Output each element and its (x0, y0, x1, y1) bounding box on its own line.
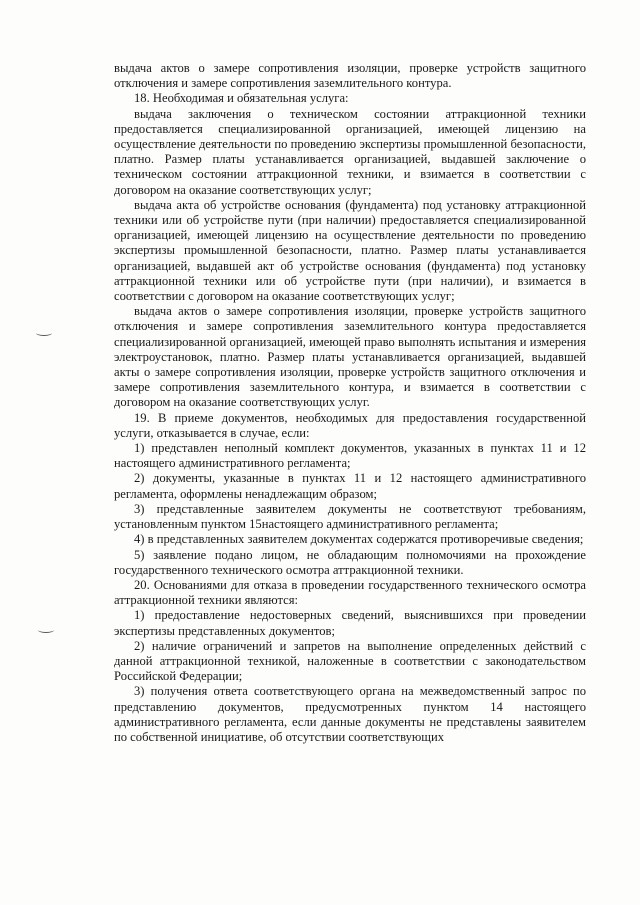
list-item: 3) получения ответа соответствующего органа на межведомственный запрос по представлению документов, предусмотренных пунктом 14 настоящего административного регламента, если данные документы не представлены заявителем по собственной инициативе, об отсутствии соответствующих (114, 684, 586, 744)
paragraph-item-19: 19. В приеме документов, необходимых для предоставления государственной услуги, отказывается в случае, если: (114, 410, 586, 440)
paragraph-item-18: 18. Необходимая и обязательная услуга: (134, 91, 349, 106)
paragraph-item-20: 20. Основаниями для отказа в проведении государственного технического осмотра аттракционной техники являются: (114, 577, 586, 608)
paragraph-continuation: выдача актов о замере сопротивления изоляции, проверке устройств защитного отключения и замере сопротивления заземлительного контура. (114, 61, 586, 91)
list-item: 1) предоставление недостоверных сведений, выяснившихся при проведении экспертизы представленных документов; (114, 608, 586, 638)
list-item: 2) наличие ограничений и запретов на выполнение определенных действий с данной аттракционной техникой, наложенные в соответствии с законодательством Российской Федерации; (114, 638, 586, 684)
margin-pencil-mark (38, 627, 54, 633)
document-body (114, 61, 586, 745)
list-item: 1) представлен неполный комплект документов, указанных в пунктах 11 и 12 настоящего административного регламента; (114, 441, 586, 471)
margin-pencil-mark (36, 330, 52, 336)
list-item: 5) заявление подано лицом, не обладающим полномочиями на прохождение государственного технического осмотра аттракционной техники. (114, 547, 586, 577)
paragraph: выдача акта об устройстве основания (фундамента) под установку аттракционной техники или об устройстве пути (при наличии) предоставляется специализированной организацией, имеющей лицензию на осуществление деятельности по проведению экспертизы промышленной безопасности, платно. Размер платы устанавливается организацией, выдавшей акт об устройстве основания (фундамента) под установку аттракционной техники или об устройстве пути (при наличии), и взимается в соответствии с договором на оказание соответствующих услуг; (114, 197, 586, 304)
paragraph: выдача заключения о техническом состоянии аттракционной техники предоставляется специализированной организацией, имеющей лицензию на осуществление деятельности по проведению экспертизы промышленной безопасности, платно. Размер платы устанавливается организацией, выдавшей заключение о техническом состоянии аттракционной техники, и взимается в соответствии с договором на оказание соответствующих услуг; (114, 106, 586, 197)
list-item: 2) документы, указанные в пунктах 11 и 12 настоящего административного регламента, оформлены ненадлежащим образом; (114, 471, 586, 501)
list-item: 3) представленные заявителем документы не соответствуют требованиям, установленным пунктом 15настоящего административного регламента; (114, 501, 586, 532)
paragraph: выдача актов о замере сопротивления изоляции, проверке устройств защитного отключения и замере сопротивления заземлительного контура предоставляется специализированной организацией, имеющей право выполнять испытания и измерения электроустановок, платно. Размер платы устанавливается организацией, выдавшей акты о замере сопротивления изоляции, проверке устройств защитного отключения и замере сопротивления заземлительного контура, и взимается в соответствии с договором на оказание соответствующих услуг. (114, 304, 586, 410)
list-item: 4) в представленных заявителем документах содержатся противоречивые сведения; (134, 532, 584, 547)
